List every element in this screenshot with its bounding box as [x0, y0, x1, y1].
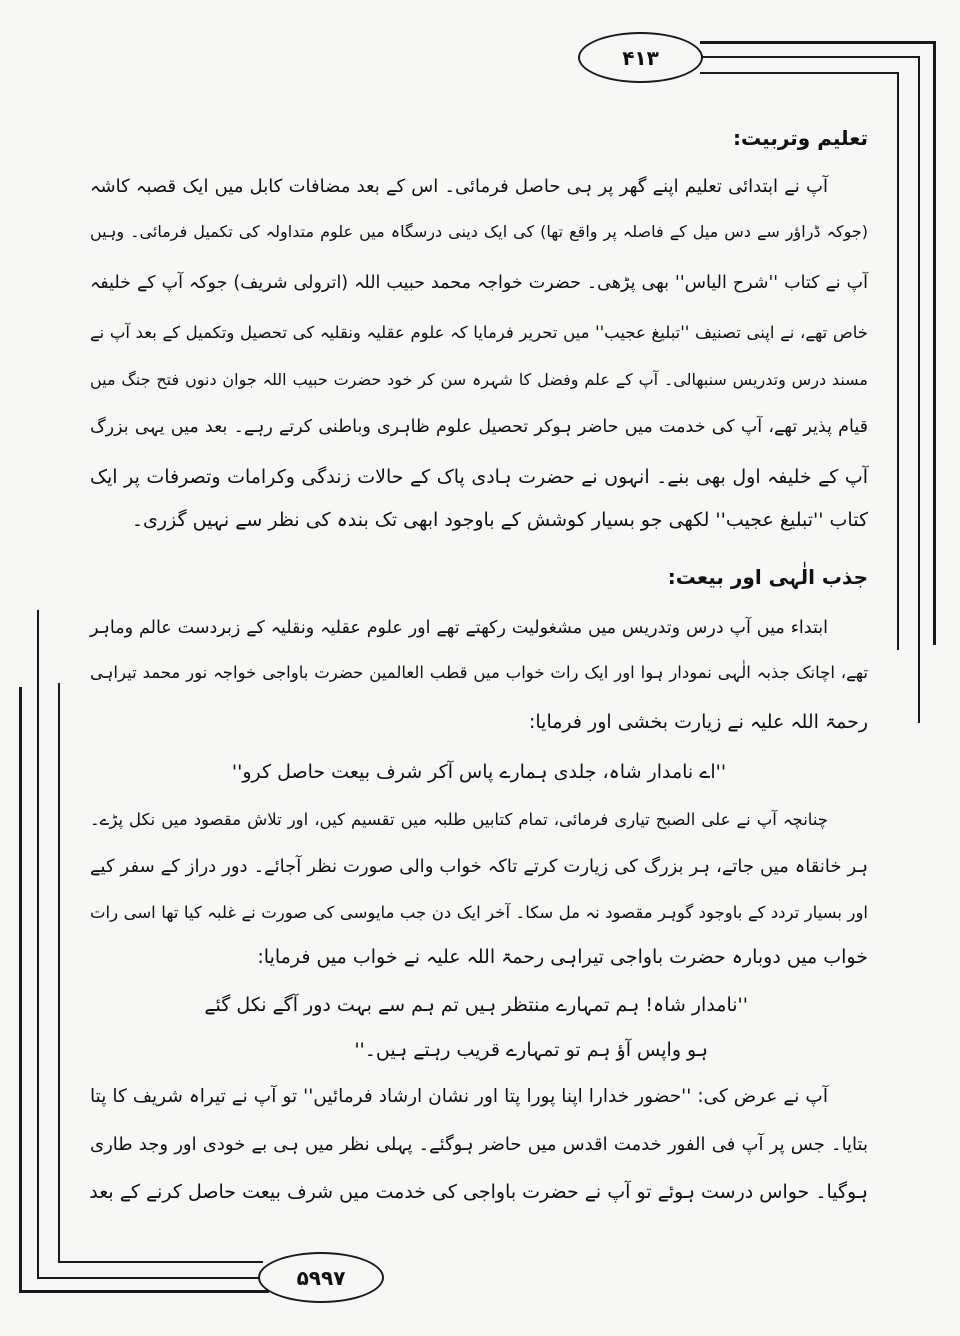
- text-line: خواب میں دوبارہ حضرت باواجی تیراہی رحمۃ اللہ علیہ نے خواب میں فرمایا:: [257, 946, 868, 968]
- quote-line: ''اے نامدار شاہ، جلدی ہمارے پاس آکر شرف بیعت حاصل کرو'': [231, 761, 727, 783]
- frame-line: [37, 1277, 262, 1279]
- frame-line: [700, 72, 899, 74]
- frame-line: [19, 1290, 269, 1293]
- frame-line: [933, 41, 936, 645]
- frame-line: [702, 56, 920, 58]
- text-line: (جوکہ ڈراؤر سے دس میل کے فاصلہ پر واقع تھا) کی ایک دینی درسگاہ میں علوم متداولہ کی تکمیل فرمائی۔ وہیں: [90, 222, 868, 241]
- section-heading: تعلیم وتربیت:: [733, 126, 868, 150]
- text-line: چنانچہ آپ نے علی الصبح تیاری فرمائی، تمام کتابیں طلبہ میں تقسیم کیں، اور تلاش مقصود میں نکل پڑے۔: [90, 810, 828, 829]
- frame-line: [19, 687, 22, 1293]
- text-line: آپ کے خلیفہ اول بھی بنے۔ انہوں نے حضرت ہادی پاک کے حالات زندگی وکرامات وتصرفات پر ایک: [90, 466, 868, 488]
- section-heading: جذب الٰہی اور بیعت:: [667, 565, 868, 589]
- frame-line: [37, 610, 39, 1278]
- text-line: بتایا۔ جس پر آپ فی الفور خدمت اقدس میں حاضر ہوگئے۔ پہلی نظر میں ہی بے خودی اور وجد طاری: [90, 1134, 868, 1155]
- frame-line: [897, 72, 899, 650]
- page-number-bottom: ۵۹۹۷: [258, 1252, 384, 1303]
- frame-line: [58, 683, 60, 1262]
- text-line: کتاب ''تبلیغ عجیب'' لکھی جو بسیار کوشش کے باوجود ابھی تک بندہ کی نظر سے نہیں گزری۔: [131, 509, 868, 531]
- text-line: اور بسیار تردد کے باوجود گوہر مقصود نہ مل سکا۔ آخر ایک دن جب مایوسی کی صورت نے غلبہ کیا تھا اسی رات: [90, 903, 868, 922]
- text-line: تھے، اچانک جذبہ الٰہی نمودار ہوا اور ایک رات خواب میں قطب العالمین حضرت باواجی خواجہ نور محمد تیراہی: [90, 663, 868, 682]
- text-line: آپ نے کتاب ''شرح الیاس'' بھی پڑھی۔ حضرت خواجہ محمد حبیب اللہ (اترولی شریف) جوکہ آپ کے خلیفہ: [90, 273, 868, 293]
- quote-line: ہو واپس آؤ ہم تو تمہارے قریب رہتے ہیں۔'': [354, 1039, 708, 1061]
- text-line: ہر خانقاہ میں جاتے، ہر بزرگ کی زیارت کرتے تاکہ خواب والی صورت نظر آجائے۔ دور دراز کے سفر کیے: [90, 856, 868, 877]
- text-line: خاص تھے، نے اپنی تصنیف ''تبلیغ عجیب'' میں تحریر فرمایا کہ علوم عقلیہ ونقلیہ کی تحصیل وتکمیل کے بعد آپ نے: [90, 323, 868, 342]
- frame-line: [58, 1261, 263, 1263]
- quote-line: ''نامدار شاہ! ہم تمہارے منتظر ہیں تم ہم سے بہت دور آگے نکل گئے: [204, 994, 748, 1016]
- page-number-top: ۴۱۳: [578, 32, 703, 83]
- frame-line: [918, 56, 920, 723]
- text-line: قیام پذیر تھے، آپ کی خدمت میں حاضر ہوکر تحصیل علوم ظاہری وباطنی کرتے رہے۔ بعد میں یہی بزرگ: [90, 417, 868, 437]
- text-line: آپ نے عرض کی: ''حضور خدارا اپنا پورا پتا اور نشان ارشاد فرمائیں'' تو آپ نے تیراہ شریف کا پتا: [90, 1086, 828, 1107]
- text-line: مسند درس وتدریس سنبھالی۔ آپ کے علم وفضل کا شہرہ سن کر خود حضرت حبیب اللہ جوان دنوں فتح جنگ میں: [90, 370, 868, 389]
- text-line: آپ نے ابتدائی تعلیم اپنے گھر پر ہی حاصل فرمائی۔ اس کے بعد مضافات کابل میں ایک قصبہ کاشہ: [90, 176, 828, 197]
- text-line: ابتداء میں آپ درس وتدریس میں مشغولیت رکھتے تھے اور علوم عقلیہ ونقلیہ کے زبردست عالم وماہر: [90, 618, 828, 638]
- text-line: رحمۃ اللہ علیہ نے زیارت بخشی اور فرمایا:: [528, 711, 868, 733]
- text-line: ہوگیا۔ حواس درست ہوئے تو آپ نے حضرت باواجی کی خدمت میں شرف بیعت حاصل کرنے کے بعد: [89, 1181, 868, 1203]
- frame-line: [700, 41, 936, 44]
